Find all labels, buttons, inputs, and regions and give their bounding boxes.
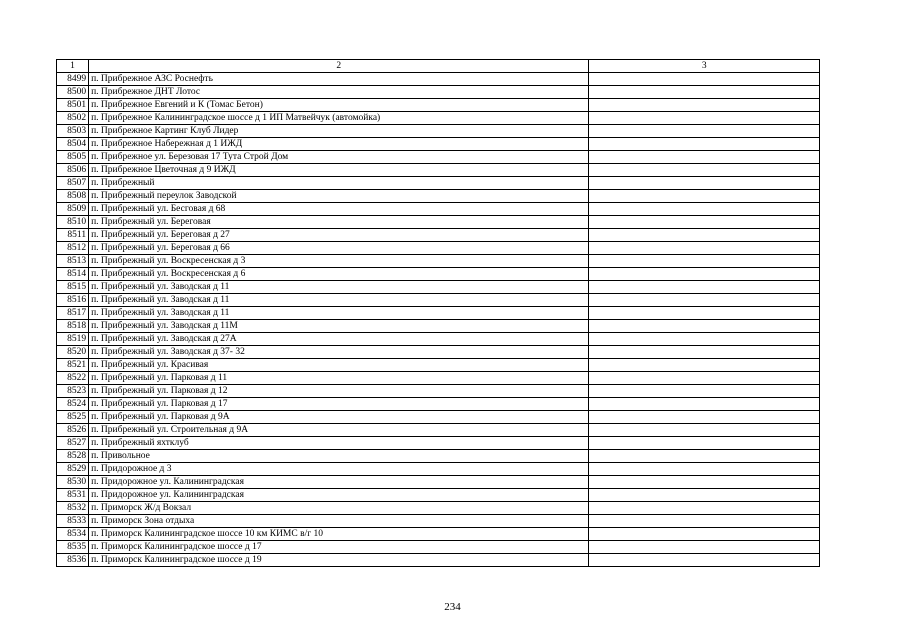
column-header-3: 3 <box>589 60 820 73</box>
row-address: п. Прибрежный ул. Заводская д 27А <box>89 333 589 346</box>
row-address: п. Прибрежный ул. Заводская д 11 <box>89 307 589 320</box>
row-number: 8511 <box>57 229 89 242</box>
row-note <box>589 385 820 398</box>
row-note <box>589 528 820 541</box>
table-row <box>57 190 820 203</box>
row-number: 8508 <box>57 190 89 203</box>
table-row <box>57 463 820 476</box>
row-number: 8536 <box>57 554 89 567</box>
row-number: 8530 <box>57 476 89 489</box>
row-note <box>589 99 820 112</box>
column-header-1: 1 <box>57 60 89 73</box>
row-note <box>589 190 820 203</box>
row-address: п. Прибрежное АЗС Роснефть <box>89 73 589 86</box>
row-number: 8522 <box>57 372 89 385</box>
table-row <box>57 424 820 437</box>
table-row <box>57 346 820 359</box>
row-number: 8528 <box>57 450 89 463</box>
table-row <box>57 203 820 216</box>
row-number: 8527 <box>57 437 89 450</box>
table-row <box>57 164 820 177</box>
table-row <box>57 125 820 138</box>
table-row <box>57 86 820 99</box>
row-note <box>589 86 820 99</box>
row-address: п. Прибрежное Евгений и К (Томас Бетон) <box>89 99 589 112</box>
table-row <box>57 398 820 411</box>
row-address: п. Придорожное ул. Калининградская <box>89 476 589 489</box>
table-row <box>57 372 820 385</box>
row-number: 8515 <box>57 281 89 294</box>
row-note <box>589 151 820 164</box>
table-row <box>57 99 820 112</box>
row-note <box>589 437 820 450</box>
table-row <box>57 255 820 268</box>
row-note <box>589 112 820 125</box>
table-row <box>57 359 820 372</box>
row-note <box>589 216 820 229</box>
row-note <box>589 489 820 502</box>
row-number: 8516 <box>57 294 89 307</box>
table-row <box>57 177 820 190</box>
table-row <box>57 229 820 242</box>
row-address: п. Прибрежный ул. Заводская д 37- 32 <box>89 346 589 359</box>
row-address: п. Прибрежный ул. Заводская д 11М <box>89 320 589 333</box>
row-number: 8534 <box>57 528 89 541</box>
row-address: п. Прибрежный ул. Заводская д 11 <box>89 281 589 294</box>
row-number: 8512 <box>57 242 89 255</box>
row-address: п. Прибрежное Набережная д 1 ИЖД <box>89 138 589 151</box>
row-note <box>589 515 820 528</box>
row-note <box>589 346 820 359</box>
table-row <box>57 307 820 320</box>
row-address: п. Привольное <box>89 450 589 463</box>
row-note <box>589 281 820 294</box>
table-row <box>57 333 820 346</box>
row-note <box>589 424 820 437</box>
row-number: 8510 <box>57 216 89 229</box>
row-address: п. Прибрежный ул. Парковая д 9А <box>89 411 589 424</box>
row-note <box>589 320 820 333</box>
row-note <box>589 164 820 177</box>
row-address: п. Прибрежный ул. Парковая д 11 <box>89 372 589 385</box>
row-number: 8505 <box>57 151 89 164</box>
row-number: 8500 <box>57 86 89 99</box>
table-row <box>57 502 820 515</box>
row-address: п. Прибрежный <box>89 177 589 190</box>
address-table <box>56 59 820 567</box>
row-address: п. Приморск Калининградское шоссе 10 км КИМС в/г 10 <box>89 528 589 541</box>
row-note <box>589 138 820 151</box>
row-number: 8533 <box>57 515 89 528</box>
table-row <box>57 320 820 333</box>
row-note <box>589 177 820 190</box>
table-row <box>57 541 820 554</box>
row-note <box>589 242 820 255</box>
row-note <box>589 463 820 476</box>
row-note <box>589 268 820 281</box>
row-number: 8531 <box>57 489 89 502</box>
table-row <box>57 385 820 398</box>
table-row <box>57 294 820 307</box>
table-row <box>57 112 820 125</box>
row-address: п. Прибрежный яхтклуб <box>89 437 589 450</box>
table-row <box>57 138 820 151</box>
table-row <box>57 216 820 229</box>
table-row <box>57 515 820 528</box>
row-address: п. Прибрежный ул. Строительная д 9А <box>89 424 589 437</box>
row-address: п. Прибрежный ул. Парковая д 17 <box>89 398 589 411</box>
row-number: 8514 <box>57 268 89 281</box>
table-row <box>57 489 820 502</box>
row-number: 8517 <box>57 307 89 320</box>
row-address: п. Придорожное д 3 <box>89 463 589 476</box>
row-number: 8509 <box>57 203 89 216</box>
table-row <box>57 437 820 450</box>
page-number: 234 <box>444 601 461 613</box>
row-address: п. Прибрежный ул. Заводская д 11 <box>89 294 589 307</box>
row-number: 8529 <box>57 463 89 476</box>
address-table-body <box>57 60 820 567</box>
row-address: п. Приморск Зона отдыха <box>89 515 589 528</box>
row-address: п. Прибрежный ул. Воскресенская д 6 <box>89 268 589 281</box>
row-note <box>589 554 820 567</box>
row-address: п. Прибрежный ул. Бесговая д 68 <box>89 203 589 216</box>
table-row <box>57 450 820 463</box>
row-number: 8507 <box>57 177 89 190</box>
row-number: 8503 <box>57 125 89 138</box>
row-number: 8504 <box>57 138 89 151</box>
row-address: п. Приморск Калининградское шоссе д 17 <box>89 541 589 554</box>
row-address: п. Приморск Ж/д Вокзал <box>89 502 589 515</box>
row-number: 8535 <box>57 541 89 554</box>
row-note <box>589 73 820 86</box>
table-row <box>57 528 820 541</box>
row-number: 8506 <box>57 164 89 177</box>
row-number: 8523 <box>57 385 89 398</box>
row-number: 8532 <box>57 502 89 515</box>
row-number: 8526 <box>57 424 89 437</box>
row-number: 8502 <box>57 112 89 125</box>
row-number: 8499 <box>57 73 89 86</box>
row-address: п. Прибрежный ул. Парковая д 12 <box>89 385 589 398</box>
table-row <box>57 151 820 164</box>
table-row <box>57 281 820 294</box>
row-note <box>589 541 820 554</box>
row-note <box>589 450 820 463</box>
row-address: п. Прибрежный ул. Красивая <box>89 359 589 372</box>
row-note <box>589 294 820 307</box>
row-address: п. Прибрежный ул. Береговая д 27 <box>89 229 589 242</box>
row-note <box>589 372 820 385</box>
row-address: п. Прибрежный ул. Воскресенская д 3 <box>89 255 589 268</box>
table-header-row <box>57 60 820 73</box>
table-row <box>57 476 820 489</box>
row-number: 8513 <box>57 255 89 268</box>
row-number: 8519 <box>57 333 89 346</box>
row-note <box>589 203 820 216</box>
row-note <box>589 307 820 320</box>
row-number: 8524 <box>57 398 89 411</box>
row-address: п. Прибрежный ул. Береговая д 66 <box>89 242 589 255</box>
table-row <box>57 554 820 567</box>
row-note <box>589 255 820 268</box>
row-note <box>589 229 820 242</box>
row-note <box>589 476 820 489</box>
row-note <box>589 125 820 138</box>
table-row <box>57 73 820 86</box>
row-address: п. Придорожное ул. Калининградская <box>89 489 589 502</box>
row-address: п. Прибрежный переулок Заводской <box>89 190 589 203</box>
row-note <box>589 398 820 411</box>
table-row <box>57 268 820 281</box>
row-address: п. Прибрежное Калининградское шоссе д 1 ИП Матвейчук (автомойка) <box>89 112 589 125</box>
table-row <box>57 411 820 424</box>
row-note <box>589 333 820 346</box>
row-number: 8518 <box>57 320 89 333</box>
row-note <box>589 359 820 372</box>
row-address: п. Прибрежное ул. Березовая 17 Тута Строй Дом <box>89 151 589 164</box>
row-number: 8521 <box>57 359 89 372</box>
table-row <box>57 242 820 255</box>
row-number: 8525 <box>57 411 89 424</box>
row-address: п. Прибрежное Цветочная д 9 ИЖД <box>89 164 589 177</box>
row-note <box>589 411 820 424</box>
row-note <box>589 502 820 515</box>
row-address: п. Приморск Калининградское шоссе д 19 <box>89 554 589 567</box>
row-address: п. Прибрежное ДНТ Лотос <box>89 86 589 99</box>
row-address: п. Прибрежный ул. Береговая <box>89 216 589 229</box>
row-number: 8501 <box>57 99 89 112</box>
row-number: 8520 <box>57 346 89 359</box>
column-header-2: 2 <box>89 60 589 73</box>
row-address: п. Прибрежное Картинг Клуб Лидер <box>89 125 589 138</box>
